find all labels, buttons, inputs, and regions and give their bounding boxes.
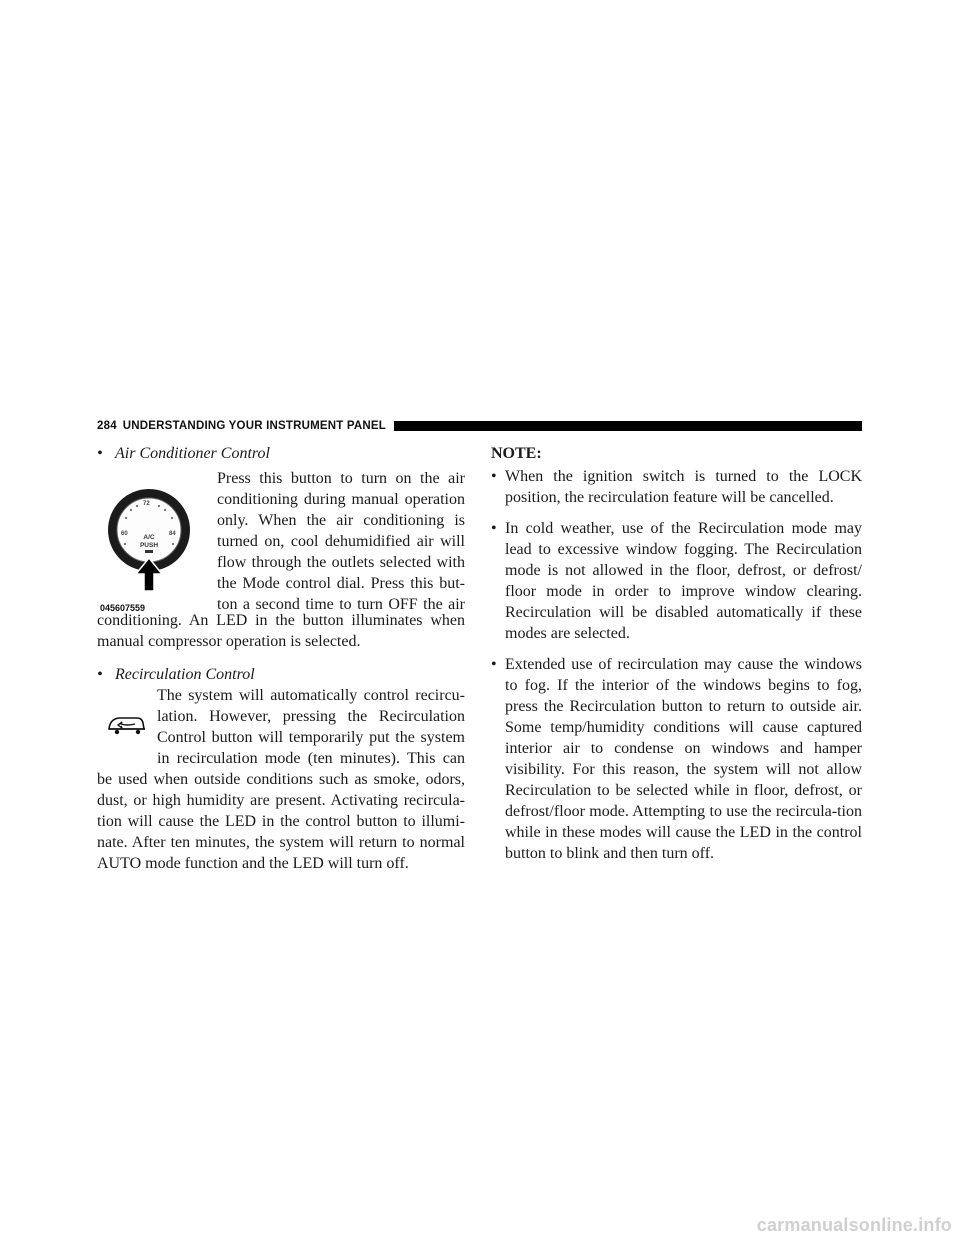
recirc-intro-line: lation. However, pressing the Recirculation xyxy=(157,708,465,725)
right-column xyxy=(491,443,862,874)
dial-center-label: 72 xyxy=(143,501,150,507)
ac-intro-line: flow through the outlets selected with xyxy=(217,554,465,571)
page-header xyxy=(97,418,862,434)
knob-label-ac: A/C xyxy=(143,534,155,541)
ac-intro-line: the Mode control dial. Press this but- xyxy=(217,575,465,592)
dial-tick xyxy=(136,505,138,507)
note-text: Extended use of recirculation may cause the windows to fog. If the interior of the windows begins to fog, press the Recirculation button to return to outside air. Some temp/humidity conditions will cause captured interior air to condense on windows and hamper visibility. For this reason, the system will not allow Recirculation to be selected while in floor, defrost, or defrost/floor mode. Attempting to use the recircula-tion while in these modes will cause the LED in the control button to blink and then turn off. xyxy=(505,656,862,862)
figure-caption: 045607559 xyxy=(100,603,146,613)
recirc-intro-line: Control button will temporarily put the system xyxy=(157,729,465,746)
ac-intro-text xyxy=(217,468,465,615)
running-head: UNDERSTANDING YOUR INSTRUMENT PANEL xyxy=(122,420,386,432)
dial-left-label: 60 xyxy=(121,531,128,537)
ac-intro-line: Press this button to turn on the air xyxy=(217,470,465,487)
bullet-icon: • xyxy=(491,520,497,537)
note-item xyxy=(491,518,862,644)
dial-right-label: 84 xyxy=(169,531,176,537)
knob-label-push: PUSH xyxy=(139,542,159,549)
recirc-figure xyxy=(97,685,157,769)
dial-tick xyxy=(171,517,173,519)
recirc-intro-line: in recirculation mode (ten minutes). This can xyxy=(157,750,465,767)
recirc-continuation: be used when outside conditions such as smoke, odors, dust, or high humidity are present. Activating recircula-tion will cause the LED in the control button to illumi-nate. After ten minutes, the system will return to normal AUTO mode function and the LED will turn off. xyxy=(97,771,465,872)
note-item xyxy=(491,654,862,864)
note-item xyxy=(491,466,862,508)
ac-intro-line: turned on, cool dehumidified air will xyxy=(217,533,465,550)
ac-title-text: Air Conditioner Control xyxy=(115,445,270,462)
ac-continuation: conditioning. An LED in the button illuminates when manual compressor operation is selected. xyxy=(97,612,465,650)
ac-intro-line: conditioning during manual operation xyxy=(217,491,465,508)
recirc-title-text: Recirculation Control xyxy=(115,666,255,683)
dial-tick xyxy=(124,543,126,545)
bullet-icon: • xyxy=(491,656,497,673)
ac-intro-line: only. When the air conditioning is xyxy=(217,512,465,529)
ac-section-wrap xyxy=(97,468,465,615)
bullet-icon: • xyxy=(97,666,103,683)
bullet-icon: • xyxy=(97,445,103,462)
watermark: carmanualsonline.info xyxy=(756,1215,952,1235)
dial-tick xyxy=(130,509,132,511)
recirc-intro-text xyxy=(157,685,465,769)
note-text: When the ignition switch is turned to the LOCK position, the recirculation feature will be cancelled. xyxy=(505,468,862,506)
ac-figure xyxy=(97,468,215,615)
recirc-intro-line: The system will automatically control recircu- xyxy=(157,687,465,704)
recirc-section-wrap xyxy=(97,685,465,769)
bullet-icon: • xyxy=(491,468,497,485)
car-outline xyxy=(109,718,144,729)
page-number: 284 xyxy=(97,420,117,432)
header-rule xyxy=(394,421,862,431)
knob-led xyxy=(145,550,153,553)
recirc-arrow xyxy=(118,722,135,728)
left-column xyxy=(97,443,465,874)
note-label: NOTE: xyxy=(491,445,542,462)
dial-tick xyxy=(158,505,160,507)
car-wheel xyxy=(136,730,140,734)
dial-tick xyxy=(125,517,127,519)
dial-tick xyxy=(164,509,166,511)
note-text: In cold weather, use of the Recirculation mode may lead to excessive window fogging. The Recirculation mode is not allowed in the floor, defrost, or defrost/ floor mode in order to improve window clearing. Recirculation will be disabled automatically if these modes are selected. xyxy=(505,520,862,642)
dial-tick xyxy=(172,543,174,545)
recirc-section-title xyxy=(97,664,465,685)
recirculation-icon xyxy=(97,685,157,769)
ac-intro-line: ton a second time to turn OFF the air xyxy=(217,596,465,613)
ac-section-title xyxy=(97,443,465,464)
car-wheel xyxy=(115,730,119,734)
ac-knob-illustration xyxy=(97,468,215,615)
